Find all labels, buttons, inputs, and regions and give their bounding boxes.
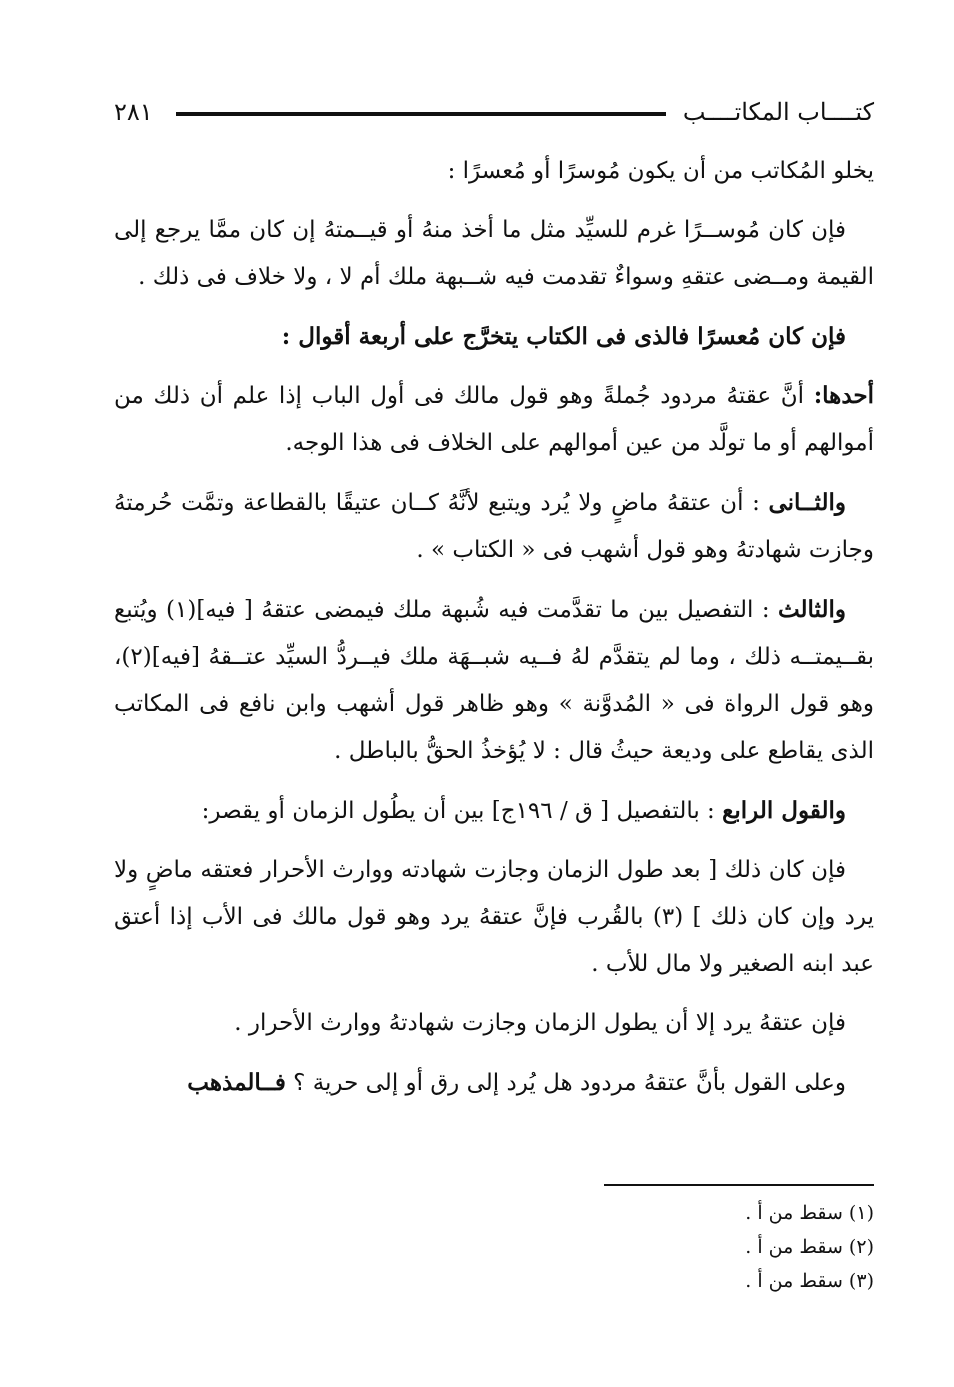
paragraph-third-opinion <box>114 586 874 775</box>
paragraph-intro: يخلو المُكاتب من أن يكون مُوسرًا أو مُعسرًا : <box>447 158 874 184</box>
paragraph-exception: فإن عتقهُ يرد إلا أن يطول الزمان وجازت شهادتهُ ووارث الأحرار . <box>234 1010 846 1036</box>
running-title: كتــــاب المكاتــــب <box>682 98 874 126</box>
paragraph-first-opinion <box>114 372 874 467</box>
second-opinion-lead: والثــانى <box>768 489 846 516</box>
third-opinion-lead: والثالث <box>777 596 846 623</box>
paragraph-final <box>114 1059 874 1107</box>
second-opinion-text: : أن عتقهُ ماضٍ ولا يُرد ويتبع لأنَّهُ كــان عتيقًا بالقطاعة وتمَّت حُرمتهُ وجازت شهادتهُ وهو قول أشهب فى « الكتاب » . <box>114 490 874 563</box>
third-opinion-text: : التفصيل بين ما تقدَّمت فيه شُبهة ملك فيمضى عتقهُ [ فيه](١) ويُتبع بقــيمتــه ذلك ، وما لم يتقدَّم لهُ فــيه شبــهَة ملك فيــردُّ السيِّد عتــقهُ [فيه](٢)، وهو قول الرواة فى « المُدوَّنة » وهو ظاهر قول أشهب وابن نافع فى المكاتب الذى يقاطع على وديعة حيثُ قال : لا يُؤخذُ الحقُّ بالباطل . <box>114 597 874 764</box>
footnote-3: (٣) سقط من أ . <box>745 1270 874 1292</box>
footnote-1: (١) سقط من أ . <box>745 1202 874 1224</box>
paragraph-fourth-opinion <box>114 787 874 835</box>
footnote-rule <box>604 1184 874 1186</box>
paragraph-solvent: فإن كان مُوســرًا غرم للسيِّد مثل ما أخذ منهُ أو قيــمتهُ إن كان ممَّا يرجع إلى القيمة ومــضى عتقهِ وسواءٌ تقدمت فيه شــبهة ملك أم لا ، ولا خلاف فى ذلك . <box>114 217 874 290</box>
body-text <box>114 148 874 1119</box>
section-heading: فإن كان مُعسرًا فالذى فى الكتاب يتخرَّج على أربعة أقوال : <box>281 323 846 350</box>
fourth-opinion-text: : بالتفصيل [ ق / ١٩٦ج] بين أن يطُول الزمان أو يقصر: <box>201 798 723 824</box>
paragraph-time-condition: فإن كان ذلك [ بعد طول الزمان وجازت شهادته ووارث الأحرار فعتقه ماضٍ ولا يرد وإن كان ذلك ] (٣) بالقُرب فإنَّ عتقهُ يرد وهو قول مالك فى الأب إذا أعتق عبد ابنه الصغير ولا مال للأب . <box>114 857 874 977</box>
first-opinion-text: أنَّ عقتهُ مردود جُملةً وهو قول مالك فى أول الباب إذا علم أن ذلك من أموالهم أو ما تولَّد من عين أموالهم على الخلاف فى هذا الوجه. <box>114 383 874 456</box>
final-text: وعلى القول بأنَّ عتقهُ مردود هل يُرد إلى رق أو إلى حرية ؟ <box>285 1070 846 1096</box>
paragraph-second-opinion <box>114 479 874 574</box>
final-tail: فــالمذهب <box>187 1069 286 1096</box>
header-rule <box>176 112 666 116</box>
fourth-opinion-lead: والقول الرابع <box>722 797 846 824</box>
footnote-2: (٢) سقط من أ . <box>745 1236 874 1258</box>
page-number: ٢٨١ <box>114 98 153 126</box>
footnotes <box>574 1196 874 1298</box>
first-opinion-lead: أحدها: <box>813 382 874 409</box>
page-header <box>114 92 874 132</box>
